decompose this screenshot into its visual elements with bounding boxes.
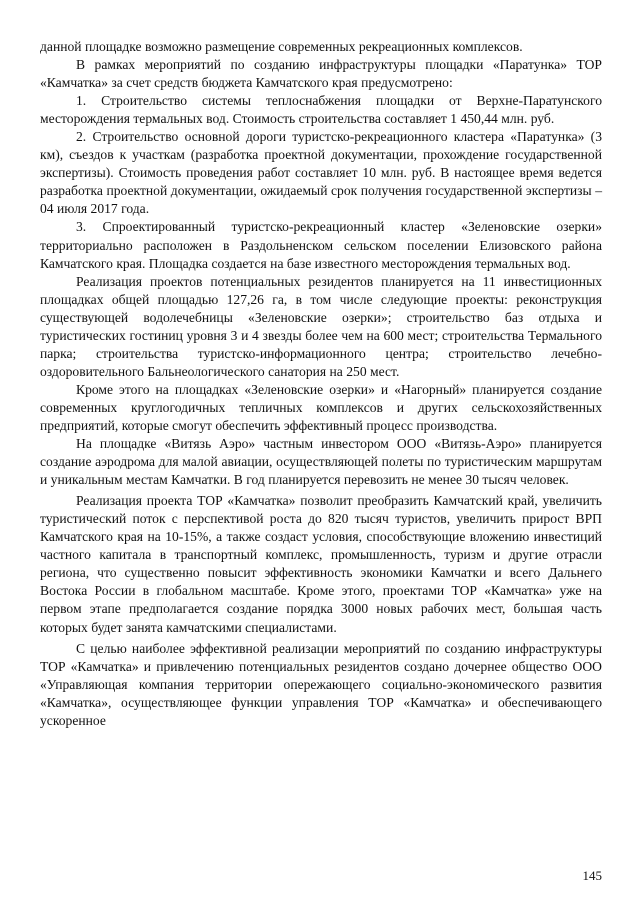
paragraph-greenhouses: Кроме этого на площадках «Зеленовские озерки» и «Нагорный» планируется создание современных круглогодичных тепличных комплексов и других сельскохозяйственных предприятий, которые смогут обеспечить эффективный процесс производства. xyxy=(40,381,602,433)
paragraph-airfield: На площадке «Витязь Аэро» частным инвестором ООО «Витязь-Аэро» планируется создание аэродрома для малой авиации, осуществляющей полеты по туристическим маршрутам и уникальным местам Камчатки. В год планируется перевозить не менее 30 тысяч человек. xyxy=(40,436,602,488)
paragraph-resident-projects: Реализация проектов потенциальных резидентов планируется на 11 инвестиционных площадках общей площадью 127,26 га, в том числе следующие проекты: реконструкция существующей водолечебницы «Зеленовские озерки»; строительство баз отдыха и туристических гостиниц уровня 3 и 4 звезды более чем на 600 мест; строительства Термального парка; строительства туристско-информационного центра; строительство лечебно-оздоровительного Бальнеологического санатория на 250 мест. xyxy=(40,273,602,379)
paragraph-continuation: данной площадке возможно размещение современных рекреационных комплексов. xyxy=(40,39,523,54)
paragraph-management-company: С целью наиболее эффективной реализации мероприятий по созданию инфраструктуры ТОР «Камчатка» и привлечению потенциальных резидентов создано дочернее общество ООО «Управляющая компания территории опережающего социально-экономического развития «Камчатка», осуществляющее функции управления ТОР «Камчатка» и обеспечивающего ускоренное xyxy=(40,640,602,728)
page-number: 145 xyxy=(582,868,602,883)
paragraph-item-heating: 1. Строительство системы теплоснабжения площадки от Верхне-Паратунского месторождения термальных вод. Стоимость строительства составляет 1 450,44 млн. руб. xyxy=(40,93,602,127)
paragraph-infrastructure-intro: В рамках мероприятий по созданию инфраструктуры площадки «Паратунка» ТОР «Камчатка» за счет средств бюджета Камчатского края предусмотрено: xyxy=(40,57,602,91)
paragraph-project-impact: Реализация проекта ТОР «Камчатка» позволит преобразить Камчатский край, увеличить туристический поток с перспективой роста до 820 тысяч туристов, увеличить прирост ВРП Камчатского края на 10-15%, а также создаст условия, способствующие вложению инвестиций частного капитала в транспортный комплекс, промышленность, туризм и другие отрасли региона, что существенно повысит эффективность экономики Камчатки и всего Дальнего Востока России в глобальном масштабе. Кроме этого, проектами ТОР «Камчатка» уже на первом этапе предполагается создание порядка 3000 новых рабочих мест, большая часть которых будет занята камчатскими специалистами. xyxy=(40,493,602,635)
document-body xyxy=(40,38,602,730)
paragraph-item-road: 2. Строительство основной дороги туристско-рекреационного кластера «Паратунка» (3 км), съездов к участкам (разработка проектной документации, прохождение государственной экспертизы). Стоимость проведения работ составляет 10 млн. руб. В настоящее время ведется разработка проектной документации, ожидаемый срок получения государственной экспертизы – 04 июля 2017 года. xyxy=(40,129,602,217)
paragraph-item-cluster: 3. Спроектированный туристско-рекреационный кластер «Зеленовские озерки» территориально расположен в Раздольненском сельском поселении Елизовского района Камчатского края. Площадка создается на базе известного месторождения термальных вод. xyxy=(40,219,602,271)
